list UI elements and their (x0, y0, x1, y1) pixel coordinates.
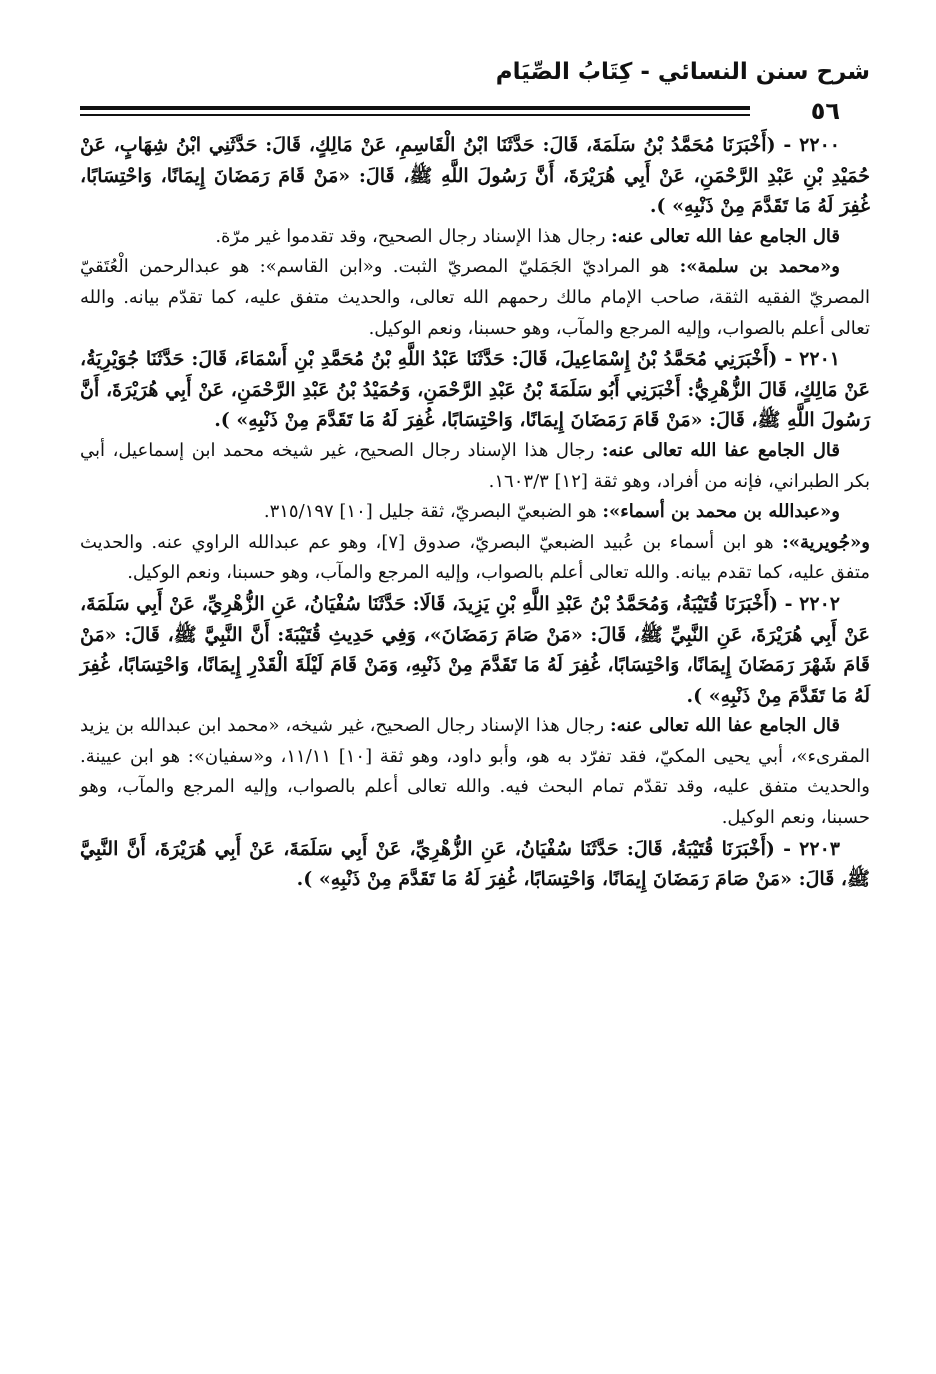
hadith-text: ٢٢٠٣ - (أَخْبَرَنَا قُتَيْبَةُ، قَالَ: حَدَّثَنَا سُفْيَانُ، عَنِ الزُّهْرِيِّ، عَنْ أَبِي سَلَمَةَ، عَنْ أَبِي هُرَيْرَةَ، أَنَّ النَّبِيَّ ﷺ، قَالَ: «مَنْ صَامَ رَمَضَانَ إِيمَانًا، وَاحْتِسَابًا، غُفِرَ لَهُ مَا تَقَدَّمَ مِنْ ذَنْبِهِ» ). (80, 837, 870, 891)
commentary-2201-narrators (80, 436, 870, 497)
page-body (80, 130, 870, 895)
commentary-lead: قال الجامع عفا الله تعالى عنه: (611, 225, 840, 247)
commentary-text: رجال هذا الإسناد رجال الصحيح، وقد تقدموا غير مرّة. (215, 225, 612, 247)
commentary-text: هو المراديّ الجَمَليّ المصريّ الثبت. و«ابن القاسم»: هو عبدالرحمن الْعُتَقيّ المصريّ الفقيه الثقة، صاحب الإمام مالك رحمهم الله تعالى، والحديث متفق عليه، كما تقدّم بيانه. والله تعالى أعلم بالصواب، وإليه المرجع والمآب، وهو حسبنا، ونعم الوكيل. (80, 256, 870, 339)
commentary-text: رجال هذا الإسناد رجال الصحيح، غير شيخه محمد ابن إسماعيل، أبي بكر الطبراني، فإنه من أفراد، وهو ثقة [١٢] ١٦٠٣/٣. (80, 439, 870, 492)
commentary-2201-abdullah (80, 497, 870, 528)
hadith-2203 (80, 834, 870, 895)
book-page (80, 52, 870, 1342)
hadith-text: ٢٢٠٠ - (أَخْبَرَنَا مُحَمَّدُ بْنُ سَلَمَةَ، قَالَ: حَدَّثَنَا ابْنُ الْقَاسِمِ، عَنْ مَالِكٍ، قَالَ: حَدَّثَنِي ابْنُ شِهَابٍ، عَنْ حُمَيْدِ بْنِ عَبْدِ الرَّحْمَنِ، عَنْ أَبِي هُرَيْرَةَ، أَنَّ رَسُولَ اللَّهِ ﷺ، قَالَ: «مَنْ قَامَ رَمَضَانَ إِيمَانًا، وَاحْتِسَابًا، غُفِرَ لَهُ مَا تَقَدَّمَ مِنْ ذَنْبِهِ» ). (80, 134, 870, 218)
commentary-2200-narrators (80, 222, 870, 253)
page-number: ٥٦ (810, 97, 840, 125)
header-rule-row (80, 96, 870, 130)
commentary-2201-juwayriya (80, 528, 870, 589)
commentary-lead: قال الجامع عفا الله تعالى عنه: (609, 715, 840, 737)
commentary-text: هو ابن أسماء بن عُبيد الضبعيّ البصريّ، صدوق [٧]، وهو عم عبدالله الراوي عنه. والحديث متفق عليه، كما تقدم بيانه. والله تعالى أعلم بالصواب، وإليه المرجع والمآب، وهو حسبنا، ونعم الوكيل. (80, 531, 870, 584)
hadith-2202 (80, 589, 870, 711)
commentary-2202 (80, 711, 870, 833)
hadith-text: ٢٢٠١ - (أَخْبَرَنِي مُحَمَّدُ بْنُ إِسْمَاعِيلَ، قَالَ: حَدَّثَنَا عَبْدُ اللَّهِ بْنُ مُحَمَّدِ بْنِ أَسْمَاءَ، قَالَ: حَدَّثَنَا جُوَيْرِيَةُ، عَنْ مَالِكٍ، قَالَ الزُّهْرِيُّ: أَخْبَرَنِي أَبُو سَلَمَةَ بْنُ عَبْدِ الرَّحْمَنِ، وَحُمَيْدُ بْنُ عَبْدِ الرَّحْمَنِ، عَنْ أَبِي هُرَيْرَةَ، أَنَّ رَسُولَ اللَّهِ ﷺ، قَالَ: «مَنْ قَامَ رَمَضَانَ إِيمَانًا، وَاحْتِسَابًا، غُفِرَ لَهُ مَا تَقَدَّمَ مِنْ ذَنْبِهِ» ). (80, 348, 870, 432)
commentary-text: هو الضبعيّ البصريّ، ثقة جليل [١٠] ٣١٥/١٩٧. (263, 501, 603, 523)
hadith-2201 (80, 344, 870, 436)
header-rules (80, 106, 750, 120)
commentary-lead: و«جُويرية»: (782, 531, 870, 553)
commentary-lead: و«عبدالله بن محمد بن أسماء»: (602, 501, 840, 523)
header-rule-top (80, 106, 750, 110)
commentary-2200-details (80, 252, 870, 344)
commentary-lead: و«محمد بن سلمة»: (679, 256, 840, 278)
header-rule-bottom (80, 114, 750, 116)
hadith-text: ٢٢٠٢ - (أَخْبَرَنَا قُتَيْبَةُ، وَمُحَمَّدُ بْنُ عَبْدِ اللَّهِ بْنِ يَزِيدَ، قَالَا: حَدَّثَنَا سُفْيَانُ، عَنِ الزُّهْرِيِّ، عَنْ أَبِي سَلَمَةَ، عَنْ أَبِي هُرَيْرَةَ، عَنِ النَّبِيِّ ﷺ، قَالَ: «مَنْ صَامَ رَمَضَانَ»، وَفِي حَدِيثِ قُتَيْبَةَ: أَنَّ النَّبِيَّ ﷺ، قَالَ: «مَنْ قَامَ شَهْرَ رَمَضَانَ إِيمَانًا، وَاحْتِسَابًا، غُفِرَ لَهُ مَا تَقَدَّمَ مِنْ ذَنْبِهِ، وَمَنْ قَامَ لَيْلَةَ الْقَدْرِ إِيمَانًا، وَاحْتِسَابًا، غُفِرَ لَهُ مَا تَقَدَّمَ مِنْ ذَنْبِهِ» ). (80, 592, 870, 707)
commentary-lead: قال الجامع عفا الله تعالى عنه: (601, 439, 840, 461)
running-header: شرح سنن النسائي - كِتَابُ الصِّيَام (495, 59, 870, 85)
commentary-text: رجال هذا الإسناد رجال الصحيح، غير شيخه، «محمد ابن عبدالله بن يزيد المقرىء»، أبي يحيى المكيّ، فقد تفرّد به هو، وأبو داود، وهو ثقة [١٠] ١١/١١، و«سفيان»: هو ابن عيينة. والحديث متفق عليه، وقد تقدّم تمام البحث فيه. والله تعالى أعلم بالصواب، وإليه المرجع والمآب، وهو حسبنا، ونعم الوكيل. (80, 715, 870, 829)
hadith-2200 (80, 130, 870, 222)
